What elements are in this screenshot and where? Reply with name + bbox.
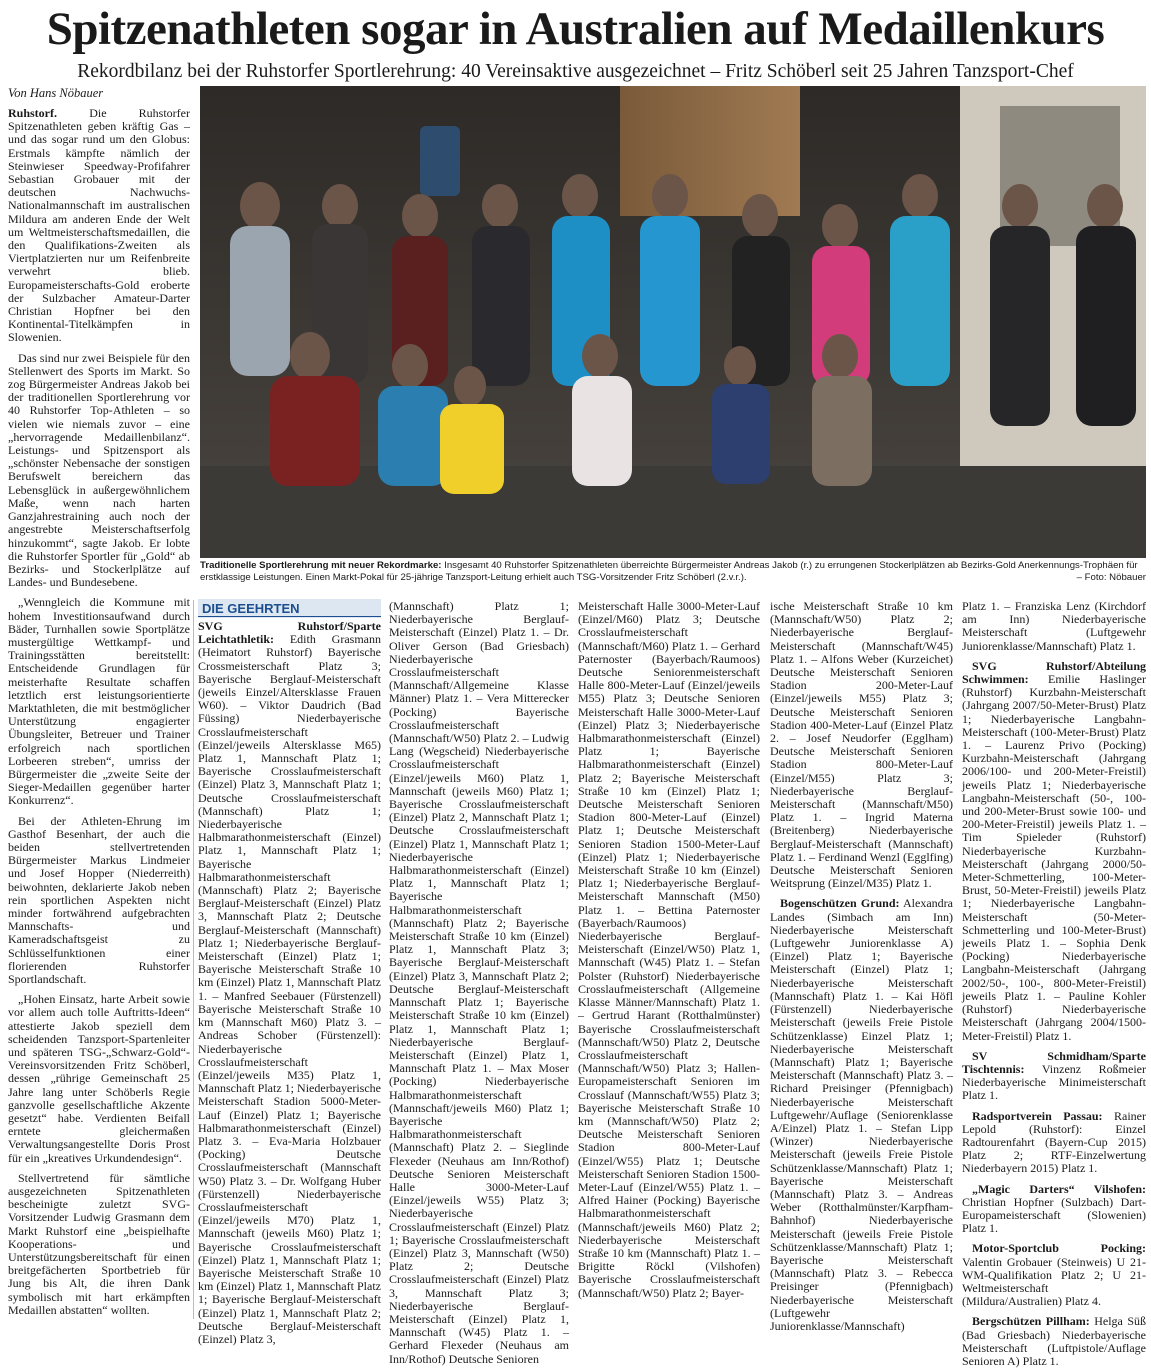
honorees-column-4: Meisterschaft Halle 3000-Meter-Lauf (Einzel/M60) Platz 3; Deutsche Crosslaufmeisterschaft (Mannschaft/M60) Platz 1. – Gerhard Paternoster (Bayerbach/Raumoos) Deutsche Seniorenmeisterschaft Halle 800-Meter-Lauf (Einzel/jeweils M55) Platz 3; Deutsche Senioren Meisterschaft Halle 3000-Meter-Lauf (Einzel) Platz 3; Niederbayerische Halbmarathonmeisterschaft (Einzel) Platz 1; Bayerische Halbmarathonmeisterschaft (Einzel) Platz 2; Bayerische Meisterschaft Straße 10 km (Einzel) Platz 1; Deutsche Meisterschaft Senioren Stadion 800-Meter-Lauf (Einzel) Platz 1; Deutsche Meisterschaft Senioren Stadion 1500-Meter-Lauf (Einzel) Platz 1; Niederbayerische Meisterschaft Straße 10 km (Einzel) Platz 1; Niederbayerische Berglauf-Meisterschaft Mannschaft (M50) Platz 1. – Bettina Paternoster (Bayerbach/Raumoos) Niederbayerische Berglauf-Meisterschaft (Einzel/W50) Platz 1, Mannschaft (W45) Platz 1. – Stefan Polster (Ruhstorf) Niederbayerische Crosslaufmeisterschaft (Allgemeine Klasse Männer/Mannschaft) Platz 1. – Gertrud Harant (Rotthalmünster) Bayerische Crosslaufmeisterschaft (Mannschaft/W50) Platz 2, Deutsche Crosslaufmeisterschaft (Mannschaft/W50) Platz 3; Hallen-Europameisterschaft Senioren im Crosslauf (Mannschaft/W55) Platz 3; Bayerische Meisterschaft Straße 10 km (Mannschaft/W50) Platz 2; Deutsche Meisterschaft Senioren Stadion 800-Meter-Lauf (Einzel/W55) Platz 1; Deutsche Meisterschaft Senioren Stadion 1500-Meter-Lauf (Einzel/W55) Platz 1. – Alfred Hainer (Pocking) Bayerische Halbmarathonmeisterschaft (Mannschaft/jeweils M60) Platz 2; Niederbayerische Meisterschaft Straße 10 km (Mannschaft) Platz 1. – Brigitte Röckl (Vilshofen) Bayerische Crosslaufmeisterschaft (Mannschaft/W50) Platz 2; Bayer-	[578, 599, 760, 1300]
section-title: DIE GEEHRTEN	[198, 599, 381, 618]
byline: Von Hans Nöbauer	[8, 86, 104, 100]
category-heading: SVG Ruhstorf/Abteilung Schwimmen:	[962, 658, 1146, 687]
category-heading: SVG Ruhstorf/Sparte Leichtathletik:	[198, 619, 381, 647]
honorees-column-6: Platz 1. – Franziska Lenz (Kirchdorf am Inn) Niederbayerische Meisterschaft (Luftgewehr Juniorenklasse/Mannschaft) Platz 1. SVG Ruhstorf/Abteilung Schwimmen: Emilie Haslinger (Ruhstorf) Kurzbahn-Meisterschaft (Jahrgang 2007/50-Meter-Brust) Platz 1; Niederbayerische Langbahn-Meisterschaft (100-Meter-Brust) Platz 1. – Laurenz Privo (Pocking) Kurzbahn-Meisterschaft (Jahrgang 2006/100- und 200-Meter-Freistil) jeweils Platz 1; Niederbayerische Langbahn-Meisterschaft (50-, 100- und 200-Meter-Brust sowie 100- und 200-Meter-Freistil) jeweils Platz 1. – Tim Spieleder (Ruhstorf) Niederbayerische Kurzbahn-Meisterschaft (Jahrgang 2000/50-Meter-Schmetterling, 100-Meter-Brust, 50-Meter-Freistil) jeweils Platz 1; Niederbayerische Langbahn-Meisterschaft (50-Meter-Schmetterling und 100-Meter-Brust) jeweils Platz 1. – Sophia Denk (Pocking) Niederbayerische Langbahn-Meisterschaft (Jahrgang 2002/50-, 100-, 800-Meter-Freistil) jeweils Platz 1. – Pauline Kohler (Ruhstorf) Niederbayerische Meisterschaft (Jahrgang 2004/1500-Meter-Freistil) Platz 1. SV Schmidham/Sparte Tischtennis: Vinzenz Roßmeier Niederbayerische Minimeisterschaft Platz 1. Radsportverein Passau: Rainer Lepold (Ruhstorf): Einzel Radtourenfahrt (Bayern-Cup 2015) Platz 2; RTF-Einzelwertung Niederbayern 2015) Platz 1. „Magic Darters“ Vilshofen: Christian Hopfner (Sulzbach) Dart-Europameisterschaft (Slowenien) Platz 1. Motor-Sportclub Pocking: Valentin Grobauer (Steinweis) U 21-WM-Qualifikation Platz 2; U 21-Weltmeisterschaft (Mildura/Australien) Platz 4. Bergschützen Pillham: Helga Süß (Bad Griesbach) Niederbayerische Meisterschaft (Luftpistole/Auflage Senioren A) Platz 1.	[962, 599, 1147, 1368]
dateline: Ruhstorf.	[8, 106, 58, 120]
photo-caption	[200, 560, 1146, 583]
category-heading: SV Schmidham/Sparte Tischtennis:	[962, 1048, 1146, 1076]
honorees-column-3: (Mannschaft) Platz 1; Niederbayerische Berglauf-Meisterschaft (Einzel) Platz 1. – Dr. Oliver Gerson (Bad Griesbach) Niederbayerische Crosslaufmeisterschaft (Mannschaft/Allgemeine Klasse Männer) Platz 1. – Vera Mitterecker (Pocking) Bayerische Crosslaufmeisterschaft (Mannschaft/W50) Platz 2. – Ludwig Lang (Wegscheid) Niederbayerische Crosslaufmeisterschaft (Einzel/jeweils M60) Platz 1, Mannschaft (jeweils M60) Platz 1; Bayerische Crosslaufmeisterschaft (Einzel) Platz 2, Mannschaft Platz 1; Deutsche Crosslaufmeisterschaft (Einzel) Platz 1, Mannschaft Platz 1; Niederbayerische Halbmarathonmeisterschaft (Einzel) Platz 1, Mannschaft Platz 1; Bayerische Halbmarathonmeisterschaft (Mannschaft) Platz 2; Bayerische Meisterschaft Straße 10 km (Einzel) Platz 1, Mannschaft Platz 3; Bayerische Berglauf-Meisterschaft (Einzel) Platz 3, Mannschaft Platz 2; Deutsche Berglauf-Meisterschaft Mannschaft Platz 1; Bayerische Meisterschaft Straße 10 km (Einzel) Platz 1, Mannschaft Platz 1; Niederbayerische Berglauf-Meisterschaft (Einzel) Platz 1, Mannschaft Platz 1. – Max Moser (Pocking) Niederbayerische Halbmarathonmeisterschaft (Mannschaft/jeweils M60) Platz 1; Bayerische Halbmarathonmeisterschaft (Mannschaft) Platz 2. – Sieglinde Flexeder (Neuhaus am Inn/Rothof) Deutsche Senioren Meisterschaft Halle 3000-Meter-Lauf (Einzel/jeweils W55) Platz 3; Niederbayerische Crosslaufmeisterschaft (Einzel) Platz 1; Bayerische Crosslaufmeisterschaft (Einzel) Platz 3, Mannschaft (W50) Platz 2; Deutsche Crosslaufmeisterschaft (Einzel) Platz 3, Mannschaft Platz 3; Niederbayerische Berglauf-Meisterschaft (Einzel) Platz 1, Mannschaft (W45) Platz 1. – Gerhard Flexeder (Neuhaus am Inn/Rothof) Deutsche Senioren	[389, 599, 569, 1366]
column-divider	[193, 600, 194, 1319]
honorees-column-2: SVG Ruhstorf/Sparte Leichtathletik: Edith Grasmann (Heimatort Ruhstorf) Bayerische Crossmeisterschaft Platz 3; Bayerische Berglauf-Meisterschaft (jeweils Einzel/Altersklasse Frauen W60). – Viktor Daudrich (Bad Füssing) Niederbayerische Crosslaufmeisterschaft (Einzel/jeweils Altersklasse M65) Platz 1, Mannschaft Platz 1; Bayerische Crosslaufmeisterschaft (Einzel) Platz 3, Mannschaft Platz 1; Deutsche Crosslaufmeisterschaft (Mannschaft) Platz 1; Niederbayerische Halbmarathonmeisterschaft (Einzel) Platz 1, Mannschaft Platz 1; Bayerische Halbmarathonmeisterschaft (Mannschaft) Platz 2; Bayerische Berglauf-Meisterschaft (Einzel) Platz 3, Mannschaft Platz 2; Deutsche Berglauf-Meisterschaft (Mannschaft) Platz 1; Niederbayerische Berglauf-Meisterschaft (Einzel) Platz 1; Bayerische Meisterschaft Straße 10 km (Einzel) Platz 1, Mannschaft Platz 1. – Manfred Seebauer (Fürstenzell) Bayerische Meisterschaft Straße 10 km (Mannschaft M60) Platz 3. – Andreas Schober (Fürstenzell): Niederbayerische Crosslaufmeisterschaft (Einzel/jeweils M35) Platz 1, Mannschaft Platz 1; Niederbayerische Meisterschaft Stadion 5000-Meter-Lauf (Einzel) Platz 1; Bayerische Halbmarathonmeisterschaft (Einzel) Platz 3. – Eva-Maria Holzbauer (Pocking) Deutsche Crosslaufmeisterschaft (Mannschaft W50) Platz 3. – Dr. Wolfgang Huber (Fürstenzell) Niederbayerische Crosslaufmeisterschaft (Einzel/jeweils M70) Platz 1, Mannschaft (jeweils M60) Platz 1; Bayerische Crosslaufmeisterschaft (Einzel) Platz 1, Mannschaft Platz 1; Bayerische Meisterschaft Straße 10 km (Einzel) Platz 1, Mannschaft Platz 1; Bayerische Berglauf-Meisterschaft (Einzel) Platz 1, Mannschaft Platz 2; Deutsche Berglauf-Meisterschaft (Einzel) Platz 3,	[198, 619, 381, 1346]
article-intro-column	[8, 107, 190, 1317]
paragraph-5: „Hohen Einsatz, harte Arbeit sowie vor allem auch tolle Auftritts-Ideen“ attestierte Jakob speziell dem scheidenden Tanzsport-Spartenleiter und späteren TSG-„Schwarz-Gold“-Vereinsvorsitzenden Fritz Schöberl, dessen „rührige Gemeinschaft 25 Jahre lang unter Schöberls Regie ganzvolle gesellschaftliche Akzente gesetzt“ habe. Verdienten Beifall erntete gleichermaßen Verwaltungsangestellte Doris Prost für ein „kreatives Urkundendesign“.	[8, 992, 190, 1165]
category-heading: „Magic Darters“ Vilshofen:	[972, 1181, 1146, 1196]
paragraph-6: Stellvertretend für sämtliche ausgezeichneten Spitzenathleten bescheinigte zuletzt SVG-Vorsitzender Ludwig Grasmann dem Markt Ruhstorf eine „beispielhafte Kooperations- und Unterstützungsbereitschaft für einen breitgefächerten Sportbetrieb für Jung bis Alt, die ihren Dank symbolisch mit hart erkämpften Medaillen abstatten“ wollten.	[8, 1170, 190, 1317]
group-photo	[200, 86, 1146, 558]
paragraph-2: Das sind nur zwei Beispiele für den Stellenwert des Sports im Markt. So zog Bürgermeister Andreas Jakob bei der traditionellen Sportlerehrung vor 40 Ruhstorfer Top-Athleten – so vielen wie niemals zuvor – eine „hervorragende Medaillenbilanz“. Leistungs- und Spitzensport als „schönster Nebensache der sonstigen Berufswelt bereichern das Lebensglück in außergewöhnlichem Maße, wenn nach harten Ganzjahrestraining auch noch der angestrebte Meisterschaftserfolg hinzukommt“, sagte Jakob. Er lobte die Ruhstorfer Sportler für „Gold“ ab Bezirks- und Stockerlplätze auf Landes- und Bundesebene.	[8, 350, 190, 590]
caption-text: Insgesamt 40 Ruhstorfer Spitzenathleten überreichte Bürgermeister Andreas Jakob (r.) zu errungenen Stockerlplätzen ab Bezirks-Gold Anerkennungs-Trophäen für erstklassige Leistungen. Einen Markt-Pokal für 25-jährige Tanzsport-Leitung erhielt auch TSG-Vorsitzender Fritz Schöberl (2.v.r.).	[200, 560, 1138, 583]
subheadline: Rekordbilanz bei der Ruhstorfer Sportlerehrung: 40 Vereinsaktive ausgezeichnet – Fritz Schöberl seit 25 Jahren Tanzsport-Chef	[77, 61, 1074, 82]
category-heading: Radsportverein Passau:	[972, 1108, 1103, 1123]
caption-title: Traditionelle Sportlerehrung mit neuer Rekordmarke:	[200, 560, 442, 571]
headline: Spitzenathleten sogar in Australien auf Medaillenkurs	[46, 3, 1105, 55]
category-heading: Bergschützen Pillham:	[972, 1314, 1090, 1329]
paragraph-4: Bei der Athleten-Ehrung im Gasthof Besenhart, der auch die beiden stellvertretenden Bürgermeister Markus Lindmeier und Josef Hopper (Niederreith) beiwohnten, deklarierte Jakob neben rein sportlichen Aspekten nicht minder fortwährend aufgebrachten Mannschafts- und Kameradschaftsgeist zu Schlüsselfunktionen einer florierenden Ruhstorfer Sportlandschaft.	[8, 813, 190, 986]
category-heading: Bogenschützen Grund:	[780, 896, 900, 911]
honorees-column-5: ische Meisterschaft Straße 10 km (Mannschaft/W50) Platz 2; Niederbayerische Berglauf-Meisterschaft (Mannschaft/W45) Platz 1. – Alfons Weber (Kurzeichet) Deutsche Meisterschaft Senioren Stadion 200-Meter-Lauf (Einzel/jeweils M55) Platz 3; Deutsche Meisterschaft Senioren Stadion 400-Meter-Lauf (Einzel Platz 2. – Josef Neudorfer (Egglham) Deutsche Meisterschaft Senioren Stadion 800-Meter-Lauf (Einzel/M55) Platz 3; Niederbayerische Berglauf-Meisterschaft (Mannschaft/M50) Platz 1. – Ingrid Materna (Breitenberg) Niederbayerische Berglauf-Meisterschaft (Mannschaft) Platz 1. – Ferdinand Wenzl (Egglfing) Deutsche Meisterschaft Senioren Weitsprung (Einzel/M35) Platz 1. Bogenschützen Grund: Alexandra Landes (Simbach am Inn) Niederbayerische Meisterschaft (Luftgewehr Juniorenklasse A) (Einzel) Platz 1; Bayerische Meisterschaft (Einzel) Platz 1; Niederbayerische Meisterschaft (Mannschaft) Platz 1. – Kai Höfl (Fürstenzell) Niederbayerische Meisterschaft (jeweils Freie Pistole Schützenklasse) Einzel Platz 1; Niederbayerische Meisterschaft (Mannschaft) Platz 1; Bayerische Meisterschaft (Mannschaft) Platz 3. – Richard Preisinger (Pfennigbach) Niederbayerische Meisterschaft Luftgewehr/Auflage (Seniorenklasse A/Einzel) Platz 1. – Stefan Lipp (Winzer) Niederbayerische Meisterschaft (jeweils Freie Pistole Schützenklasse/Mannschaft) Platz 1; Bayerische Meisterschaft (Mannschaft) Platz 3. – Andreas Weber (Rotthalmünster/Karpfham-Bahnhof) Niederbayerische Meisterschaft (jeweils Freie Pistole Schützenklasse/Mannschaft) Platz 1; Bayerische Meisterschaft (Mannschaft) Platz 3. – Rebecca Preisinger (Pfennigbach) Niederbayerische Meisterschaft (Luftgewehr Juniorenklasse/Mannschaft)	[770, 599, 953, 1333]
category-heading: Motor-Sportclub Pocking:	[972, 1241, 1146, 1256]
photo-credit: – Foto: Nöbauer	[1076, 571, 1146, 583]
section-rule	[198, 616, 381, 617]
group-photo-image	[200, 86, 1146, 558]
paragraph-1: Ruhstorf. Die Ruhstorfer Spitzenathleten geben kräftig Gas – und das sogar rund um den Globus: Erstmals kämpfte nämlich der Steinwieser Speedway-Profifahrer Sebastian Grobauer mit der deutschen Nachwuchs-Nationalmannschaft im australischen Mildura am anderen Ende der Welt um Weltmeisterschaftsmedaillen, die den Qualifikations-Zweiten als Viertplatzierten nur um Reifenbreite verwehrt blieb. Europameisterschafts-Gold eroberte der Sulzbacher Amateur-Darter Christian Hopfner bei den Kontinental-Titelkämpfen in Slowenien.	[8, 106, 190, 345]
paragraph-3: „Wenngleich die Kommune mit hohem Investitionsaufwand durch Bäder, Turnhallen sowie Sportplätze mustergültige Wettkampf- und Trainingsstätten bereitstellt: Entscheidende Grundlagen für meisterhafte Resultate schaffen letztlich erst leistungsorientierte Marktathleten, die mit bestmöglicher Unterstützung engagierter Übungsleiter, Betreuer und Trainer erfolgreich nach sportlichen Lorbeeren streben“, umriss der Bürgermeister die „zweite Seite der Sieger-Medaillen gegenüber harter Konkurrenz“.	[8, 595, 190, 808]
